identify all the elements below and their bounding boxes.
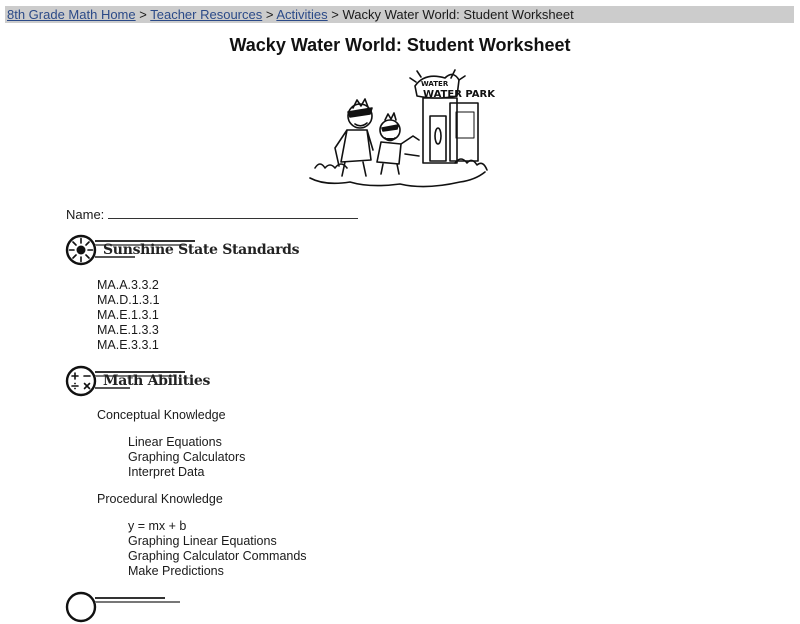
section-header-partial bbox=[65, 590, 95, 624]
conceptual-list bbox=[128, 435, 245, 480]
math-operators-icon bbox=[65, 365, 97, 397]
ability-item: y = mx + b bbox=[128, 519, 187, 533]
standard-item: MA.E.1.3.1 bbox=[97, 308, 159, 322]
breadcrumb-separator: > bbox=[139, 7, 147, 22]
standards-list bbox=[97, 278, 160, 353]
ability-item: Graphing Calculators bbox=[128, 450, 246, 464]
section-icon bbox=[65, 591, 97, 623]
water-park-illustration bbox=[305, 68, 495, 198]
sun-icon bbox=[65, 234, 97, 266]
name-blank-line bbox=[108, 207, 358, 219]
breadcrumb-link-math-home[interactable]: 8th Grade Math Home bbox=[7, 7, 136, 22]
section-header-standards bbox=[65, 233, 299, 267]
group-heading-conceptual: Conceptual Knowledge bbox=[97, 408, 226, 422]
ability-item: Graphing Calculator Commands bbox=[128, 549, 307, 563]
breadcrumb-separator: > bbox=[265, 7, 274, 22]
section-header-rule bbox=[95, 364, 210, 398]
breadcrumb-link-activities[interactable]: Activities bbox=[276, 7, 328, 22]
ability-item: Graphing Linear Equations bbox=[128, 534, 277, 548]
standard-item: MA.D.1.3.1 bbox=[97, 293, 160, 307]
breadcrumb-current: Wacky Water World: Student Worksheet bbox=[342, 7, 574, 22]
sign-text: WATER PARK bbox=[423, 89, 495, 100]
svg-text:WATER: WATER bbox=[421, 80, 449, 88]
ability-item: Linear Equations bbox=[128, 435, 222, 449]
page-title: Wacky Water World: Student Worksheet bbox=[229, 35, 571, 55]
standard-item: MA.A.3.3.2 bbox=[97, 278, 159, 292]
name-field bbox=[66, 207, 358, 222]
breadcrumb bbox=[5, 6, 794, 23]
ability-item: Make Predictions bbox=[128, 564, 224, 578]
standard-item: MA.E.1.3.3 bbox=[97, 323, 159, 337]
name-label: Name: bbox=[66, 207, 105, 222]
section-header-rule bbox=[95, 233, 299, 267]
procedural-list bbox=[128, 519, 307, 579]
standard-item: MA.E.3.3.1 bbox=[97, 338, 159, 352]
section-title: Math Abilities bbox=[103, 373, 211, 389]
group-heading-procedural: Procedural Knowledge bbox=[97, 492, 223, 506]
breadcrumb-link-teacher-resources[interactable]: Teacher Resources bbox=[150, 7, 263, 22]
breadcrumb-separator: > bbox=[331, 7, 339, 22]
section-title: Sunshine State Standards bbox=[103, 242, 300, 258]
ability-item: Interpret Data bbox=[128, 465, 205, 479]
section-header-math-abilities bbox=[65, 364, 210, 398]
